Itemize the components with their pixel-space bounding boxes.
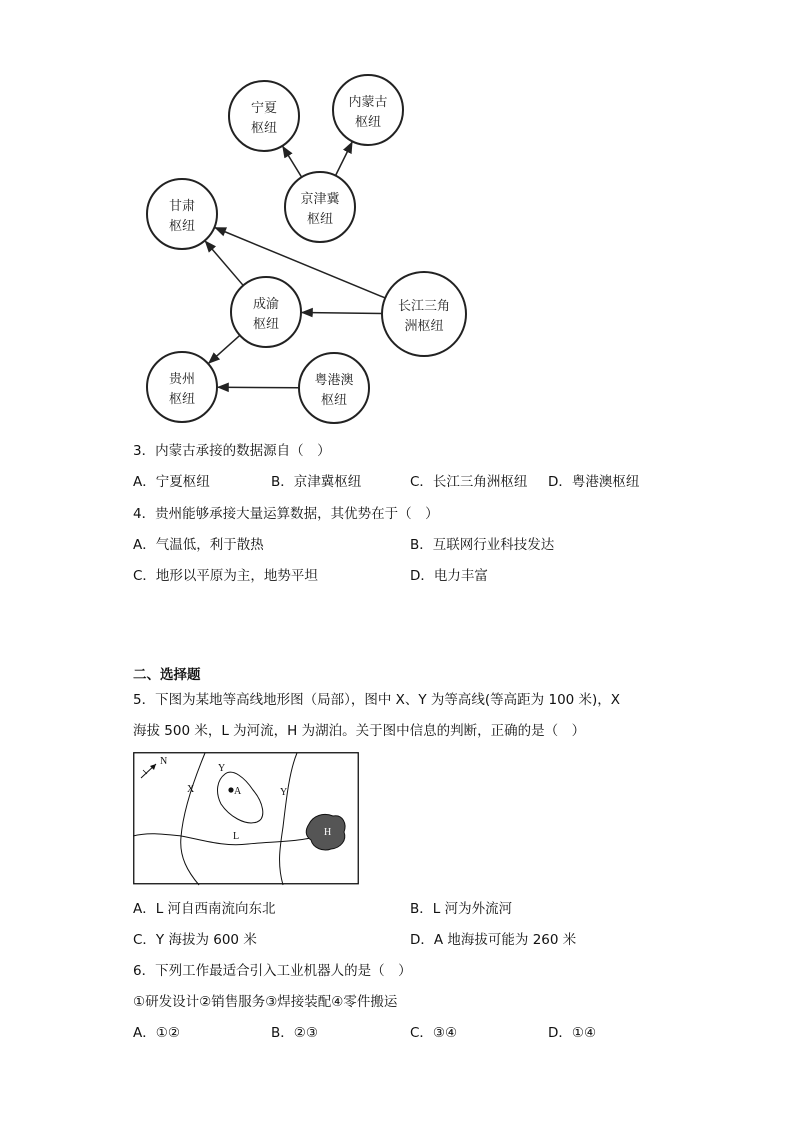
hub-node-label-chengyu-2: 枢纽 xyxy=(252,317,280,332)
question-4-option-a[interactable]: A．气温低，利于散热 xyxy=(133,537,264,553)
hub-node-ningxia xyxy=(229,81,299,151)
hub-node-label-yuegangao-1: 粤港澳 xyxy=(314,373,354,388)
question-3-option-a[interactable]: A．宁夏枢纽 xyxy=(133,474,210,490)
hub-node-neimenggu xyxy=(333,75,403,145)
hub-node-label-gansu-1: 甘肃 xyxy=(168,199,196,214)
hub-node-label-ningxia-1: 宁夏 xyxy=(250,101,278,116)
label-y-closed: Y xyxy=(218,763,226,774)
hub-node-chengyu xyxy=(231,277,301,347)
arrow-chengyu-to-gansu xyxy=(205,241,243,285)
question-5-stem-line2: 海拔 500 米，L 为河流，H 为湖泊。关于图中信息的判断，正确的是（ ） xyxy=(133,723,586,739)
hub-node-label-jingjinji-1: 京津冀 xyxy=(300,192,340,207)
question-5-option-d[interactable]: D．A 地海拔可能为 260 米 xyxy=(410,932,577,948)
hub-node-label-gansu-2: 枢纽 xyxy=(168,219,196,234)
hub-node-label-guizhou-1: 贵州 xyxy=(168,372,196,387)
question-6-option-c[interactable]: C．③④ xyxy=(410,1025,458,1041)
question-5-stem-line1: 5．下图为某地等高线地形图（局部），图中 X、Y 为等高线(等高距为 100 米)，X xyxy=(133,692,621,708)
question-4-stem: 4．贵州能够承接大量运算数据，其优势在于（ ） xyxy=(133,506,439,522)
data-hub-diagram xyxy=(0,0,794,430)
question-3-option-b[interactable]: B．京津冀枢纽 xyxy=(271,474,362,490)
hub-node-label-neimenggu-1: 内蒙古 xyxy=(348,95,388,110)
question-3-stem: 3．内蒙古承接的数据源自（ ） xyxy=(133,443,331,459)
question-3-option-d[interactable]: D．粤港澳枢纽 xyxy=(548,474,640,490)
question-5-option-a[interactable]: A．L 河自西南流向东北 xyxy=(133,901,276,917)
hub-node-label-neimenggu-2: 枢纽 xyxy=(354,115,382,130)
hub-node-label-jingjinji-2: 枢纽 xyxy=(306,212,334,227)
hub-node-label-changjiang-1: 长江三角 xyxy=(397,299,451,314)
label-x: X xyxy=(187,784,195,795)
question-6-stem: 6．下列工作最适合引入工业机器人的是（ ） xyxy=(133,963,412,979)
hub-node-label-changjiang-2: 洲枢纽 xyxy=(404,319,444,334)
point-a xyxy=(228,787,233,792)
question-5-option-c[interactable]: C．Y 海拔为 600 米 xyxy=(133,932,257,948)
hub-node-guizhou xyxy=(147,352,217,422)
arrow-jingjinji-to-ningxia xyxy=(283,147,302,178)
hub-node-label-ningxia-2: 枢纽 xyxy=(250,121,278,136)
label-h: H xyxy=(324,827,332,838)
arrow-chengyu-to-guizhou xyxy=(209,335,240,363)
hub-node-changjiang xyxy=(382,272,466,356)
question-3-option-c[interactable]: C．长江三角洲枢纽 xyxy=(410,474,528,490)
hub-node-label-yuegangao-2: 枢纽 xyxy=(320,393,348,408)
question-6-option-d[interactable]: D．①④ xyxy=(548,1025,597,1041)
arrow-jingjinji-to-neimenggu xyxy=(336,142,353,175)
question-6-option-b[interactable]: B．②③ xyxy=(271,1025,318,1041)
hub-node-gansu xyxy=(147,179,217,249)
contour-map xyxy=(133,752,360,886)
question-6-option-a[interactable]: A．①② xyxy=(133,1025,180,1041)
question-6-items: ①研发设计②销售服务③焊接装配④零件搬运 xyxy=(133,994,398,1010)
hub-node-label-guizhou-2: 枢纽 xyxy=(168,392,196,407)
arrow-yuegangao-to-guizhou xyxy=(218,387,299,388)
question-4-option-c[interactable]: C．地形以平原为主，地势平坦 xyxy=(133,568,318,584)
hub-node-yuegangao xyxy=(299,353,369,423)
hub-node-label-chengyu-1: 成渝 xyxy=(252,297,280,312)
question-4-option-d[interactable]: D．电力丰富 xyxy=(410,568,488,584)
question-4-option-b[interactable]: B．互联网行业科技发达 xyxy=(410,537,555,553)
north-label: N xyxy=(160,756,168,767)
arrow-changjiang-to-chengyu xyxy=(302,312,382,313)
label-a: A xyxy=(234,786,242,797)
hub-node-jingjinji xyxy=(285,172,355,242)
question-5-option-b[interactable]: B．L 河为外流河 xyxy=(410,901,513,917)
section-heading: 二、选择题 xyxy=(133,667,201,683)
label-l: L xyxy=(233,831,240,842)
label-y-open: Y xyxy=(280,787,288,798)
